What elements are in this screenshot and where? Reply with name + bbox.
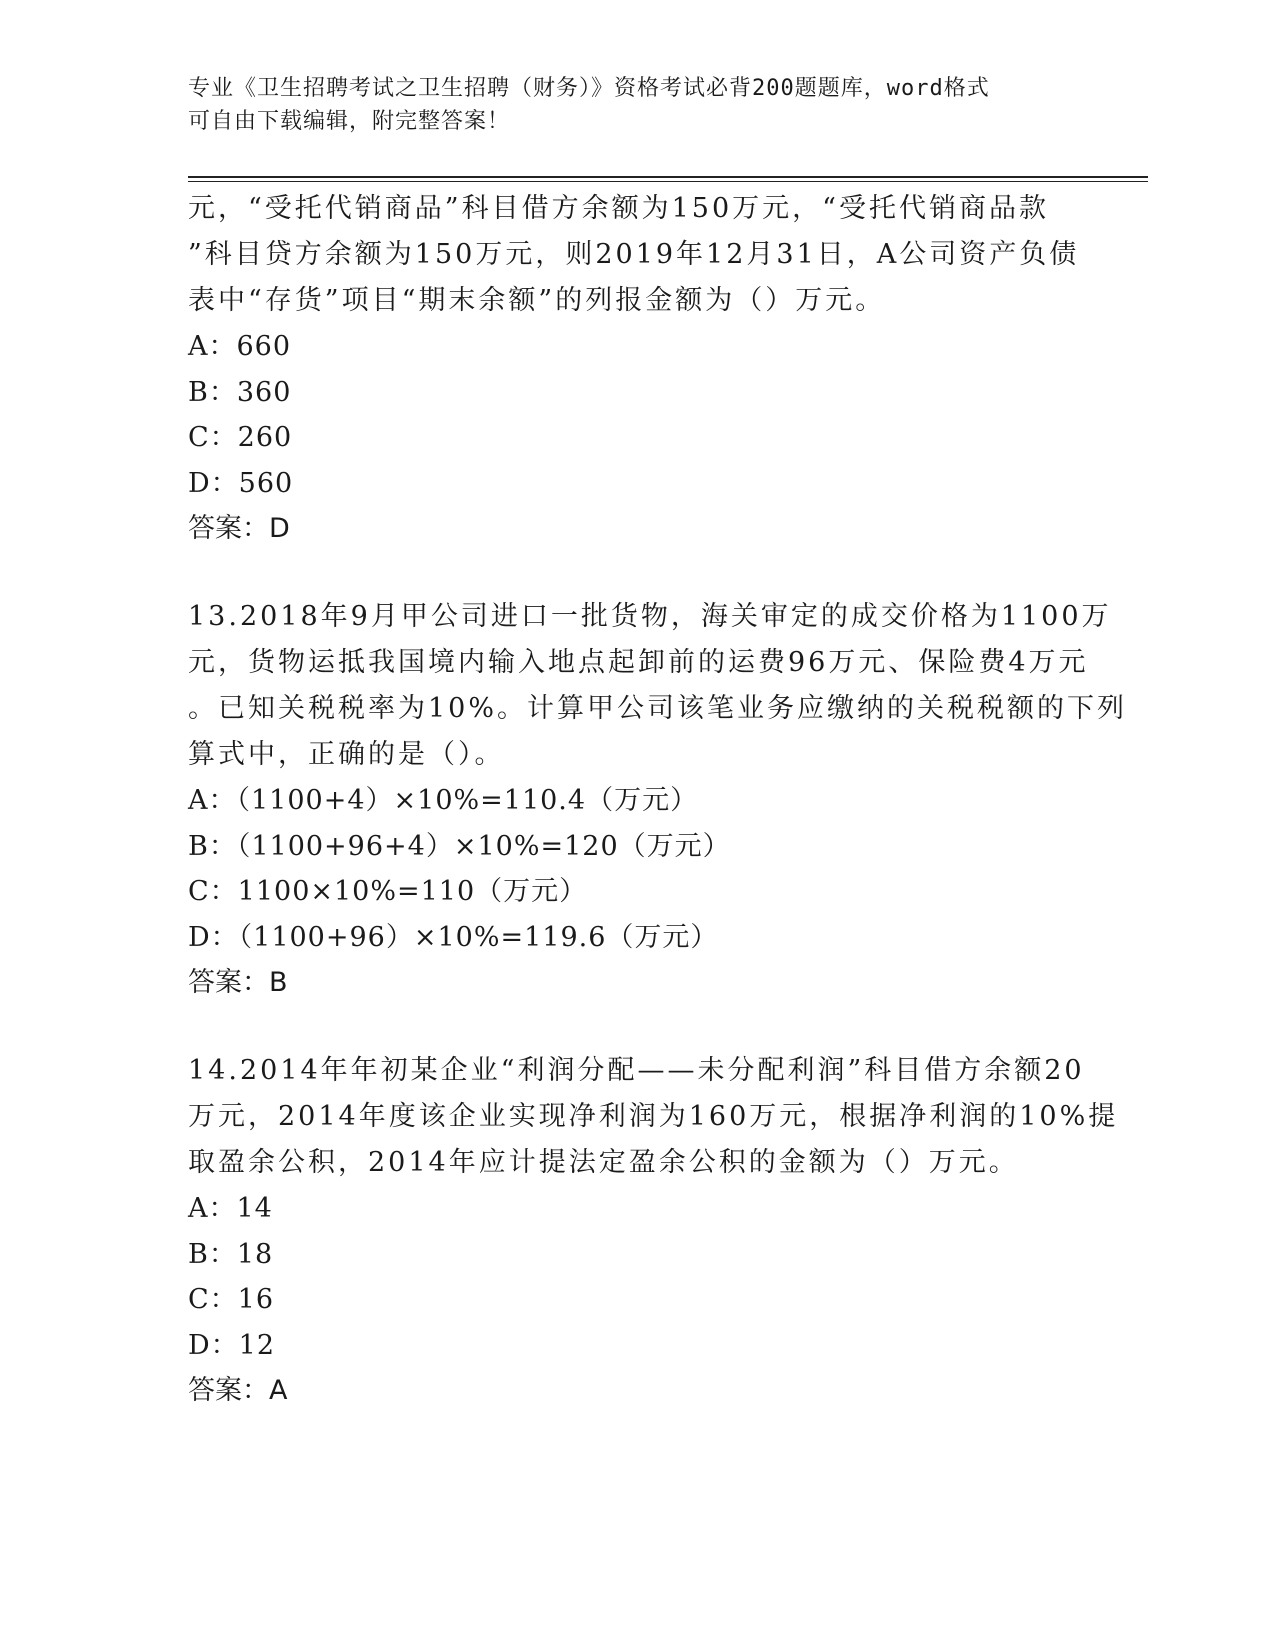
question-text-line: ”科目贷方余额为150万元，则2019年12月31日，A公司资产负债 [188,239,1080,270]
header-title-line-1: 专业《卫生招聘考试之卫生招聘（财务）》资格考试必背200题题库，word格式 [188,76,990,101]
option-d: D：560 [188,467,294,499]
question-text-line: 元，货物运抵我国境内输入地点起卸前的运费96万元、保险费4万元 [188,647,1089,678]
question-text-line: 表中“存货”项目“期末余额”的列报金额为（）万元。 [188,285,886,316]
question-text-line: 14.2014年年初某企业“利润分配——未分配利润”科目借方余额20 [188,1055,1085,1086]
option-d: D：12 [188,1329,276,1361]
question-text-line: 元，“受托代销商品”科目借方余额为150万元，“受托代销商品款 [188,193,1049,224]
option-c: C：16 [188,1284,275,1315]
option-c: C：1100×10%=110（万元） [188,876,588,907]
question-text-line: 算式中，正确的是（）。 [188,739,505,770]
question-text-line: 万元，2014年度该企业实现净利润为160万元，根据净利润的10%提 [188,1101,1119,1132]
question-list [188,186,1128,1414]
option-d: D：（1100+96）×10%=119.6（万元） [188,921,719,953]
document-header [188,72,1088,138]
spacer [188,552,1088,594]
header-divider-thin [188,181,1148,182]
option-b: B：360 [188,376,292,408]
answer-line: 答案：B [188,967,288,998]
question-text-line: 。已知关税税率为10%。计算甲公司该笔业务应缴纳的关税税额的下列 [188,693,1128,724]
option-a: A：14 [188,1193,273,1224]
spacer [188,1006,1088,1048]
option-b: B：（1100+96+4）×10%=120（万元） [188,830,731,862]
question-text-line: 取盈余公积，2014年应计提法定盈余公积的金额为（）万元。 [188,1147,1019,1178]
question-text-line: 13.2018年9月甲公司进口一批货物，海关审定的成交价格为1100万 [188,601,1112,632]
option-b: B：18 [188,1238,274,1270]
question-14 [188,1048,1119,1414]
option-c: C：260 [188,422,293,453]
answer-line: 答案：A [188,1375,288,1406]
answer-line: 答案：D [188,513,290,544]
option-a: A：（1100+4）×10%=110.4（万元） [188,785,699,816]
header-divider-thick [188,176,1148,178]
header-title-line-2: 可自由下载编辑，附完整答案！ [188,109,511,134]
question-13 [188,594,1128,1006]
question-12 [188,186,1088,552]
option-a: A：660 [188,331,292,362]
